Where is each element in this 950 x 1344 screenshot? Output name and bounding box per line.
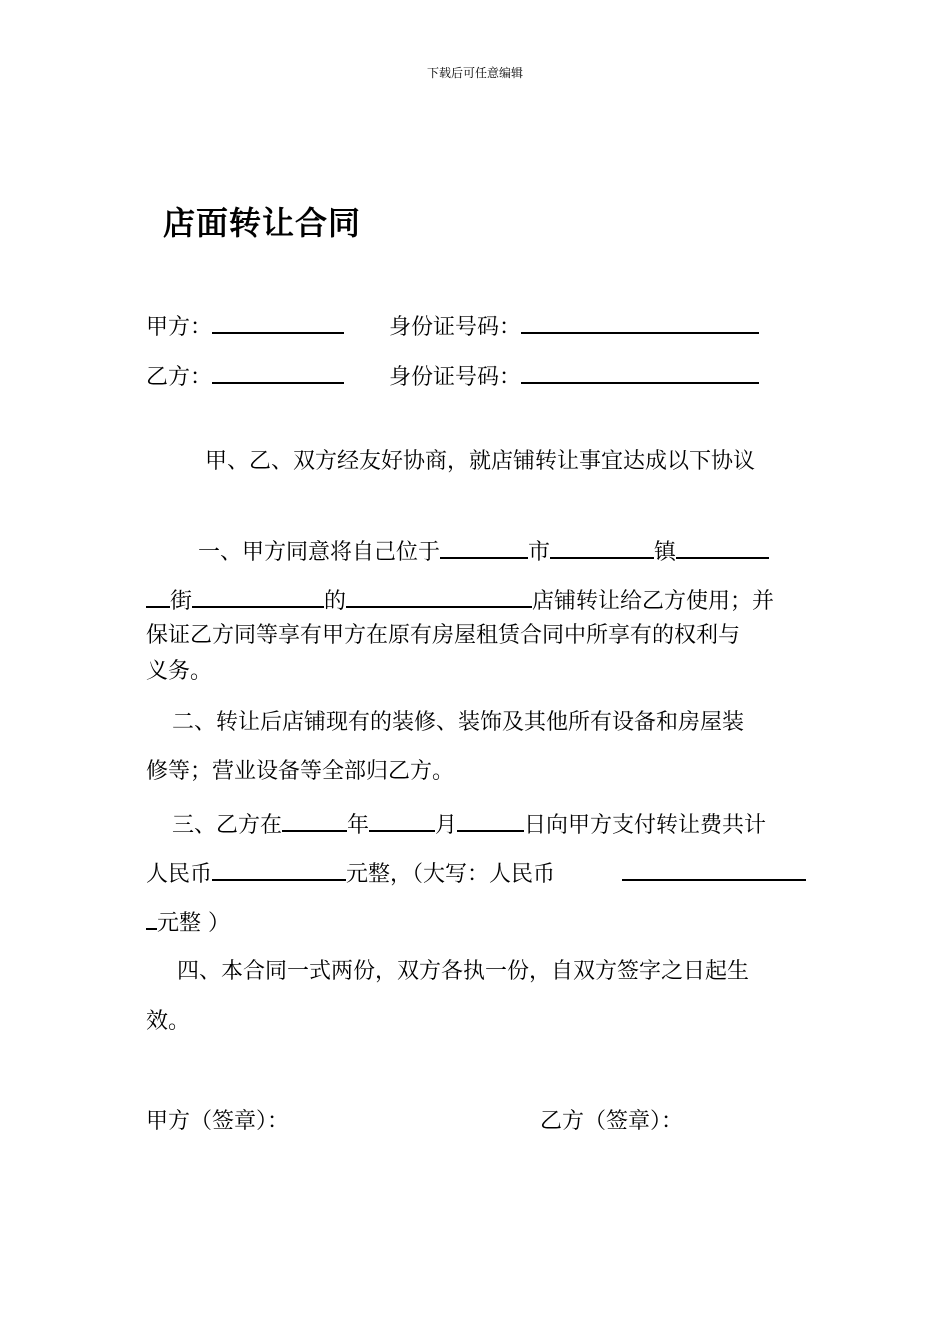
clause3-line1 <box>172 808 766 841</box>
amount-words-label: 元整，（大写：人民币 <box>346 862 556 887</box>
party-b-id-row <box>389 360 759 393</box>
party-a-row <box>146 310 344 343</box>
town-blank[interactable] <box>550 535 654 559</box>
day-blank[interactable] <box>457 808 524 832</box>
party-b-id-label: 身份证号码： <box>389 365 522 390</box>
clause3-rest: 日向甲方支付转让费共计 <box>524 813 767 838</box>
clause4-line2: 效。 <box>146 1009 191 1034</box>
year-blank[interactable] <box>282 808 347 832</box>
clause1-text: 一、甲方同意将自己位于 <box>198 540 441 565</box>
year-label: 年 <box>347 813 370 838</box>
party-a-label: 甲方： <box>146 315 213 340</box>
party-b-name-blank[interactable] <box>212 360 344 384</box>
intro-paragraph: 甲、乙、双方经友好协商，就店铺转让事宜达成以下协议 <box>205 449 756 474</box>
town-label: 镇 <box>654 540 677 565</box>
party-b-id-blank[interactable] <box>521 360 759 384</box>
street-name-blank[interactable] <box>192 584 324 608</box>
party-b-signature: 乙方（签章）： <box>540 1109 684 1134</box>
city-blank[interactable] <box>440 535 528 559</box>
party-a-id-label: 身份证号码： <box>389 315 522 340</box>
clause1-line1 <box>198 535 769 568</box>
street-blank-part1[interactable] <box>676 535 769 559</box>
amount-words-row <box>622 857 806 885</box>
clause1-rest: 店铺转让给乙方使用；并 <box>532 589 775 614</box>
party-b-label: 乙方： <box>146 365 213 390</box>
party-a-signature: 甲方（签章）： <box>146 1109 290 1134</box>
clause3-end: 元整 ） <box>157 911 230 936</box>
amount-words-blank-end[interactable] <box>146 906 157 930</box>
party-a-id-row <box>389 310 759 343</box>
clause3-line2 <box>146 857 555 890</box>
clause4-line1: 四、本合同一式两份，双方各执一份，自双方签字之日起生 <box>177 959 750 984</box>
street-label: 街 <box>170 589 193 614</box>
month-blank[interactable] <box>369 808 435 832</box>
party-a-name-blank[interactable] <box>212 310 344 334</box>
document-title: 店面转让合同 <box>163 204 362 242</box>
amount-blank[interactable] <box>212 857 346 881</box>
street-blank-part2[interactable] <box>146 584 170 608</box>
amount-words-blank[interactable] <box>622 857 806 881</box>
party-b-row <box>146 360 344 393</box>
of-label: 的 <box>324 589 347 614</box>
clause3-line3 <box>146 906 230 939</box>
month-label: 月 <box>435 813 458 838</box>
shop-blank[interactable] <box>346 584 532 608</box>
rmb-label: 人民币 <box>146 862 213 887</box>
city-label: 市 <box>528 540 551 565</box>
party-a-id-blank[interactable] <box>521 310 759 334</box>
clause1-line4: 义务。 <box>146 659 213 684</box>
clause1-line3: 保证乙方同等享有甲方在原有房屋租赁合同中所享有的权利与 <box>146 623 741 648</box>
clause2-line1: 二、转让后店铺现有的装修、装饰及其他所有设备和房屋装 <box>172 710 745 735</box>
header-note: 下载后可任意编辑 <box>426 66 523 80</box>
clause3-text: 三、乙方在 <box>172 813 283 838</box>
clause2-line2: 修等；营业设备等全部归乙方。 <box>146 759 455 784</box>
clause1-line2 <box>146 584 774 617</box>
